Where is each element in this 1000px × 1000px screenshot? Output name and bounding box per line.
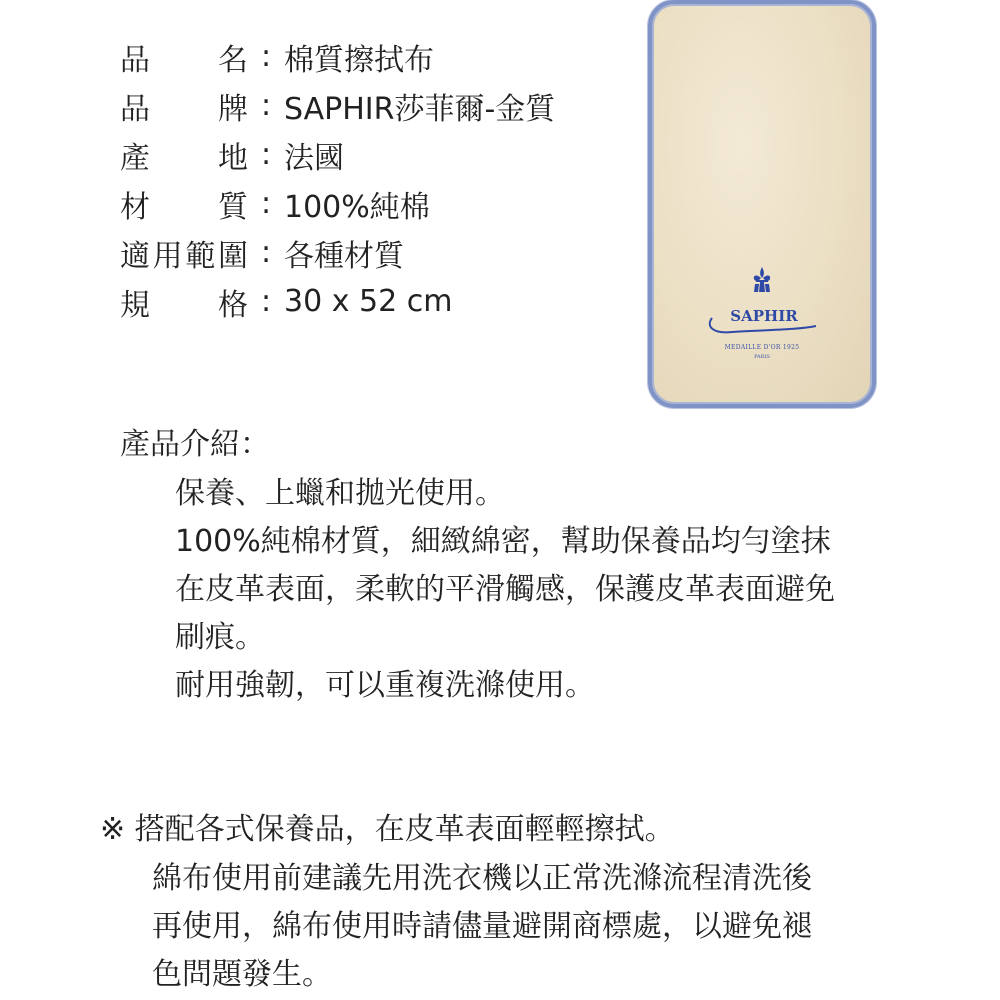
spec-value: 100%純棉 bbox=[284, 189, 430, 225]
product-image-cloth bbox=[648, 0, 876, 408]
spec-label: 材質 bbox=[120, 189, 248, 225]
note-body bbox=[100, 855, 812, 999]
spec-table bbox=[120, 32, 555, 326]
spec-separator: : bbox=[260, 284, 272, 319]
spec-row-material bbox=[120, 179, 555, 228]
spec-label: 產地 bbox=[120, 140, 248, 176]
saphir-wordmark bbox=[702, 296, 822, 336]
note-line: 再使用，綿布使用時請儘量避開商標處，以避免褪 bbox=[152, 909, 812, 944]
intro-body bbox=[120, 470, 835, 710]
spec-label: 規格 bbox=[120, 287, 248, 323]
intro-line: 保養、上蠟和拋光使用。 bbox=[175, 476, 505, 511]
spec-separator: : bbox=[260, 39, 272, 74]
note-line: 綿布使用前建議先用洗衣機以正常洗滌流程清洗後 bbox=[152, 861, 812, 896]
logo-text: SAPHIR bbox=[730, 307, 798, 325]
intro-line: 100%純棉材質，細緻綿密，幫助保養品均勻塗抹 bbox=[175, 524, 831, 559]
spec-value: 法國 bbox=[284, 140, 344, 176]
usage-note bbox=[100, 805, 812, 999]
spec-separator: : bbox=[260, 137, 272, 172]
spec-label: 品牌 bbox=[120, 91, 248, 127]
spec-value: 棉質擦拭布 bbox=[284, 42, 434, 78]
logo-tagline: MEDAILLE D'OR 1925 bbox=[724, 344, 800, 351]
note-line: 色問題發生。 bbox=[152, 957, 332, 992]
note-lead: ※ 搭配各式保養品，在皮革表面輕輕擦拭。 bbox=[100, 812, 675, 847]
spec-value: SAPHIR莎菲爾-金質 bbox=[284, 91, 556, 127]
intro-line: 耐用強韌，可以重複洗滌使用。 bbox=[175, 668, 595, 703]
spec-row-size bbox=[120, 277, 555, 326]
spec-row-origin bbox=[120, 130, 555, 179]
spec-row-brand bbox=[120, 81, 555, 130]
brand-logo bbox=[652, 266, 872, 360]
spec-separator: : bbox=[260, 235, 272, 270]
product-introduction bbox=[120, 420, 835, 710]
spec-separator: : bbox=[260, 88, 272, 123]
spec-label: 適用範圍 bbox=[120, 238, 248, 274]
spec-row-usage bbox=[120, 228, 555, 277]
fleur-de-lis-icon bbox=[751, 266, 773, 294]
spec-value: 各種材質 bbox=[284, 238, 404, 274]
intro-heading: 產品介紹： bbox=[120, 427, 270, 462]
spec-separator: : bbox=[260, 186, 272, 221]
logo-city: PARIS bbox=[754, 354, 770, 360]
spec-value: 30 x 52 cm bbox=[284, 284, 453, 319]
spec-row-name bbox=[120, 32, 555, 81]
spec-label: 品名 bbox=[120, 42, 248, 78]
intro-line: 在皮革表面，柔軟的平滑觸感，保護皮革表面避免 bbox=[175, 572, 835, 607]
intro-line: 刷痕。 bbox=[175, 620, 265, 655]
